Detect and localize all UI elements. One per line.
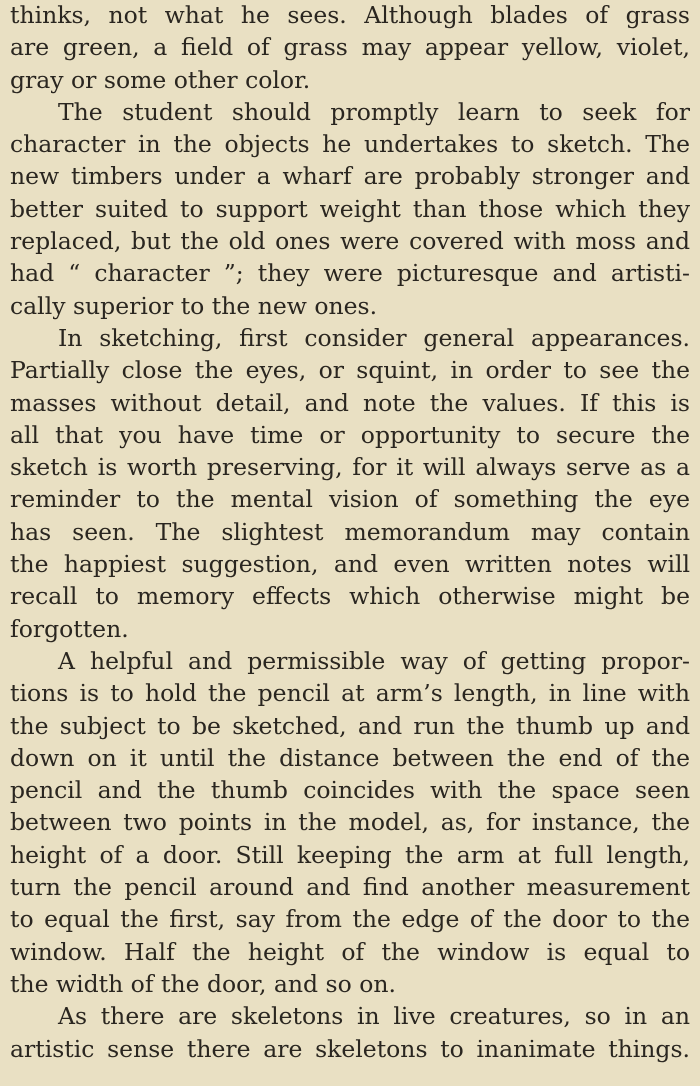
text-line: the happiest suggestion, and even written notes will xyxy=(10,550,690,579)
text-line: Partially close the eyes, or squint, in order to see the xyxy=(10,356,690,385)
text-line: cally superior to the new ones. xyxy=(10,291,378,320)
text-line: new timbers under a wharf are probably stronger and xyxy=(10,162,690,191)
text-line: gray or some other color. xyxy=(10,65,311,94)
text-line: the subject to be sketched, and run the thumb up and xyxy=(10,711,690,740)
text-line: character in the objects he undertakes to sketch. The xyxy=(10,130,690,159)
text-line: forgotten. xyxy=(10,614,129,643)
body-text xyxy=(10,0,690,1065)
paragraph-first-line: As there are skeletons in live creatures, so in an xyxy=(58,1002,690,1031)
paragraph-first-line: A helpful and permissible way of getting propor- xyxy=(58,646,690,675)
paragraph-first-line: The student should promptly learn to seek for xyxy=(58,97,690,126)
text-line: between two points in the model, as, for instance, the xyxy=(10,808,690,837)
text-line: masses without detail, and note the values. If this is xyxy=(10,388,690,417)
text-line: sketch is worth preserving, for it will always serve as a xyxy=(10,453,690,482)
text-line: all that you have time or opportunity to secure the xyxy=(10,420,690,449)
paragraph-first-line: In sketching, first consider general appearances. xyxy=(58,323,690,352)
text-line: are green, a field of grass may appear yellow, violet, xyxy=(10,33,690,62)
text-line: artistic sense there are skeletons to inanimate things. xyxy=(10,1034,690,1063)
text-line: thinks, not what he sees. Although blades of grass xyxy=(10,1,690,29)
text-line: replaced, but the old ones were covered with moss and xyxy=(10,227,690,256)
text-line: turn the pencil around and find another measurement xyxy=(10,873,690,902)
text-line: the width of the door, and so on. xyxy=(10,969,396,998)
text-line: down on it until the distance between the end of the xyxy=(10,743,690,772)
text-line: had “ character ”; they were picturesque and artisti- xyxy=(10,259,690,288)
text-line: height of a door. Still keeping the arm at full length, xyxy=(10,840,690,869)
text-line: tions is to hold the pencil at arm’s length, in line with xyxy=(10,679,690,708)
text-line: to equal the first, say from the edge of the door to the xyxy=(10,905,690,934)
text-line: pencil and the thumb coincides with the space seen xyxy=(10,776,690,805)
text-line: window. Half the height of the window is equal to xyxy=(10,937,690,966)
text-line: reminder to the mental vision of something the eye xyxy=(10,485,690,514)
text-line: has seen. The slightest memorandum may contain xyxy=(10,517,690,546)
text-line: recall to memory effects which otherwise might be xyxy=(10,582,690,611)
text-line: better suited to support weight than those which they xyxy=(10,194,690,223)
